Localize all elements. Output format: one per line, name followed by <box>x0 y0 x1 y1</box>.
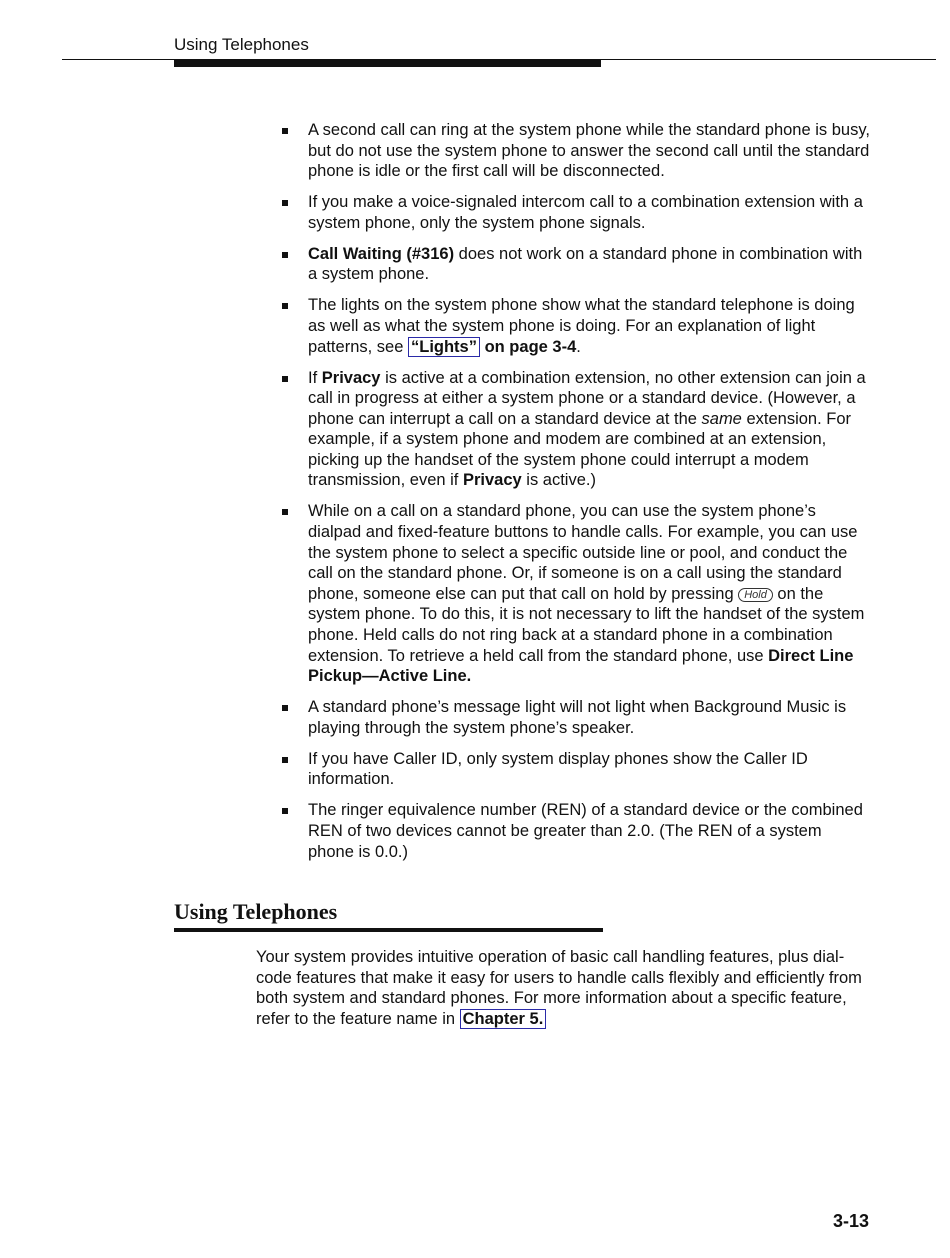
feature-name: Direct Line Pickup—Active Line. <box>308 646 854 686</box>
page-reference: on page 3-4 <box>479 337 577 356</box>
bullet-icon <box>282 252 288 258</box>
bullet-text-end: . <box>576 337 581 356</box>
bullet-icon <box>282 303 288 309</box>
section-rule <box>174 928 603 932</box>
bullet-text: While on a call on a standard phone, you can use the system phone’s dialpad and fixed-feature buttons to handle calls. For example, you can use the system phone to select a specific outside line or pool, and conduct the call on the standard phone. Or, if someone is on a call using the standard phone, someone else can put that call on hold by pressing <box>308 502 858 603</box>
feature-name: Privacy <box>321 368 381 387</box>
bullet-text: is active at a combination extension, no other extension can join a call in progress at either a system phone or a standard device. (However, a phone can interrupt a call on a standard device at the <box>308 368 866 428</box>
running-header: Using Telephones <box>174 35 309 54</box>
bullet-icon <box>282 376 288 382</box>
chapter-5-link[interactable]: Chapter 5. <box>460 1009 547 1029</box>
list-item <box>280 295 872 357</box>
bullet-text: A second call can ring at the system phone while the standard phone is busy, but do not use the system phone to answer the second call until the standard phone is idle or the first call will be disconnected. <box>308 121 870 181</box>
bullet-icon <box>282 757 288 763</box>
feature-name: Privacy <box>462 471 522 490</box>
bullet-text: A standard phone’s message light will not light when Background Music is playing through the system phone’s speaker. <box>308 698 847 737</box>
list-item <box>280 368 872 492</box>
page-number: 3-13 <box>832 1211 869 1231</box>
bullet-text: extension. For example, if a system phone and modem are combined at an extension, picking up the handset of the system phone could interrupt a modem transmission, even if <box>308 409 852 490</box>
list-item <box>280 749 872 790</box>
emphasis: same <box>701 409 742 428</box>
bullet-list <box>280 120 872 873</box>
list-item <box>280 244 872 285</box>
bullet-text: is active.) <box>521 471 596 490</box>
bullet-text: does not work on a standard phone in combination with a system phone. <box>308 244 863 284</box>
bullet-text: on the system phone. To do this, it is not necessary to lift the handset of the system phone. Held calls do not ring back at a standard phone in a combination extension. To retrieve a held call from the standard phone, use <box>308 584 865 665</box>
list-item <box>280 120 872 182</box>
section-heading: Using Telephones <box>174 899 338 924</box>
intro-text: Your system provides intuitive operation of basic call handling features, plus dial-code features that make it easy for users to handle calls flexibly and efficiently from both system and standard phones. For more information about a specific feature, refer to the feature name in <box>256 948 862 1028</box>
bullet-icon <box>282 200 288 206</box>
bullet-icon <box>282 509 288 515</box>
list-item <box>280 800 872 862</box>
bullet-text: The ringer equivalence number (REN) of a standard device or the combined REN of two devices cannot be greater than 2.0. (The REN of a system phone is 0.0.) <box>308 801 863 861</box>
bullet-text: If you make a voice-signaled intercom call to a combination extension with a system phone, only the system phone signals. <box>308 193 863 232</box>
bullet-text: The lights on the system phone show what the standard telephone is doing as well as what the system phone is doing. For an explanation of light patterns, see <box>308 296 855 356</box>
header-rule-bar <box>174 60 601 67</box>
bullet-icon <box>282 808 288 814</box>
feature-name: Call Waiting (#316) <box>308 244 455 263</box>
bullet-icon <box>282 705 288 711</box>
list-item <box>280 192 872 233</box>
section-intro <box>256 947 876 1029</box>
bullet-icon <box>282 128 288 134</box>
list-item <box>280 697 872 738</box>
lights-cross-reference-link[interactable]: “Lights” <box>408 337 480 357</box>
hold-key-icon: Hold <box>738 588 773 602</box>
bullet-text: If <box>308 368 322 387</box>
bullet-text: If you have Caller ID, only system display phones show the Caller ID information. <box>308 749 808 789</box>
list-item <box>280 501 872 686</box>
